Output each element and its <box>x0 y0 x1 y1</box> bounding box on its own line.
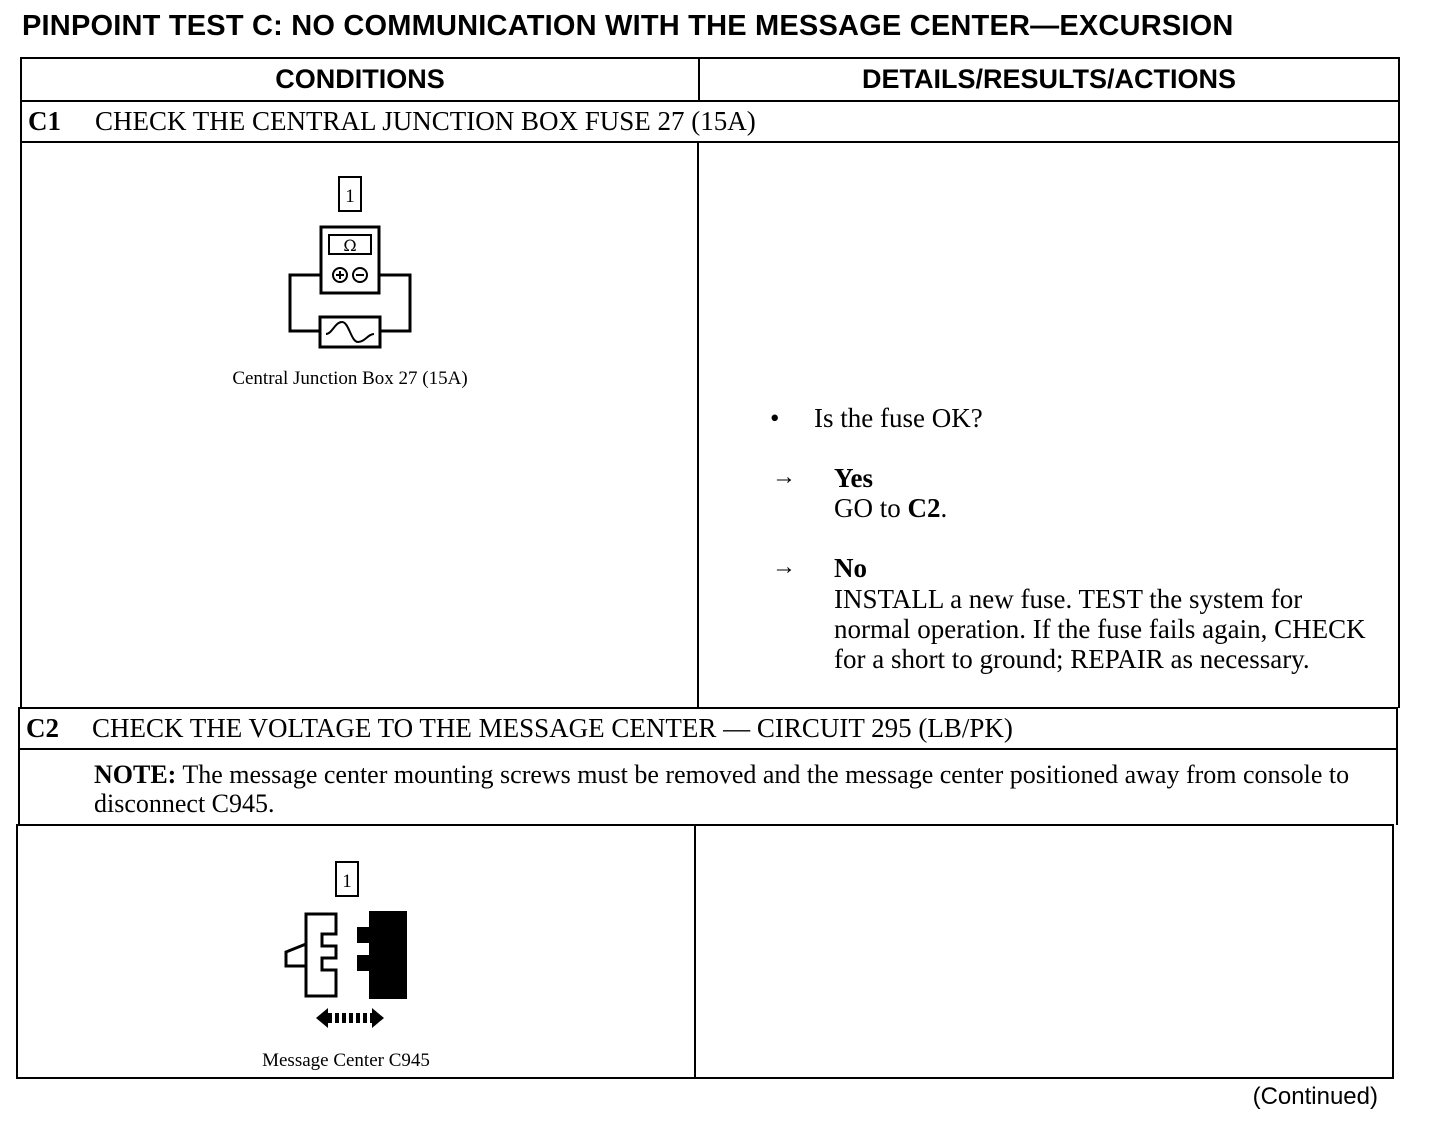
note-label: NOTE: <box>94 760 177 789</box>
arrow-right-icon: → <box>772 554 796 580</box>
question-text: Is the fuse OK? <box>814 403 983 433</box>
table-divider <box>20 141 1400 143</box>
question-line <box>770 403 983 434</box>
callout-number: 1 <box>345 186 355 207</box>
step-c2-id: C2 <box>26 713 59 743</box>
table-border-right <box>1392 824 1394 1079</box>
yes-label: Yes <box>834 463 873 493</box>
header-conditions: CONDITIONS <box>275 63 445 94</box>
table-border-left <box>20 57 22 708</box>
yes-action-target: C2 <box>907 493 941 523</box>
step-c1-title: CHECK THE CENTRAL JUNCTION BOX FUSE 27 (15A) <box>95 105 756 136</box>
table-border-right <box>1398 57 1400 708</box>
figure-caption-c1: Central Junction Box 27 (15A) <box>232 368 468 389</box>
connector-latch-icon <box>286 944 306 966</box>
step-c2-note <box>94 760 1374 818</box>
arrow-left-icon <box>316 1008 328 1028</box>
page-title: PINPOINT TEST C: NO COMMUNICATION WITH THE MESSAGE CENTER—EXCURSION <box>22 10 1234 42</box>
test-lead <box>379 275 410 331</box>
yes-action-suffix: . <box>940 493 948 523</box>
step-c2-row <box>18 709 1398 748</box>
table-border-left <box>16 824 18 1079</box>
no-action: INSTALL a new fuse. TEST the system for normal operation. If the fuse fails again, CHECK for a short to ground; REPAIR as necessary. <box>834 584 1366 674</box>
ohmmeter-fuse-diagram <box>280 175 420 355</box>
step-c2-title: CHECK THE VOLTAGE TO THE MESSAGE CENTER — CIRCUIT 295 (LB/PK) <box>92 713 1013 743</box>
ohm-symbol: Ω <box>343 236 357 255</box>
table-divider <box>18 824 1394 826</box>
connector-half-icon <box>306 914 336 996</box>
table-border-bottom <box>16 1077 1392 1079</box>
step-c1-id: C1 <box>28 105 61 136</box>
column-divider <box>694 824 696 1079</box>
fuse-element <box>326 322 374 342</box>
connector-half-icon <box>358 912 406 998</box>
note-text: The message center mounting screws must be removed and the message center positioned away from console to disconnect C945. <box>94 760 1350 818</box>
yes-action <box>834 493 1374 523</box>
callout-number: 1 <box>342 871 352 892</box>
step-c1-row <box>20 101 1398 141</box>
column-divider <box>697 141 699 708</box>
header-details: DETAILS/RESULTS/ACTIONS <box>861 63 1236 94</box>
figure-caption-c2: Message Center C945 <box>262 1050 430 1071</box>
no-label: No <box>834 553 867 583</box>
yes-action-text: GO to <box>834 493 908 523</box>
table-border-top <box>20 57 1400 59</box>
arrow-right-icon: → <box>772 464 796 490</box>
continued-label: (Continued) <box>1252 1083 1378 1110</box>
bullet-icon: • <box>770 403 780 433</box>
connector-diagram <box>280 858 420 1033</box>
arrow-right-icon <box>372 1008 384 1028</box>
table-divider <box>20 748 1396 750</box>
test-lead <box>290 275 321 331</box>
